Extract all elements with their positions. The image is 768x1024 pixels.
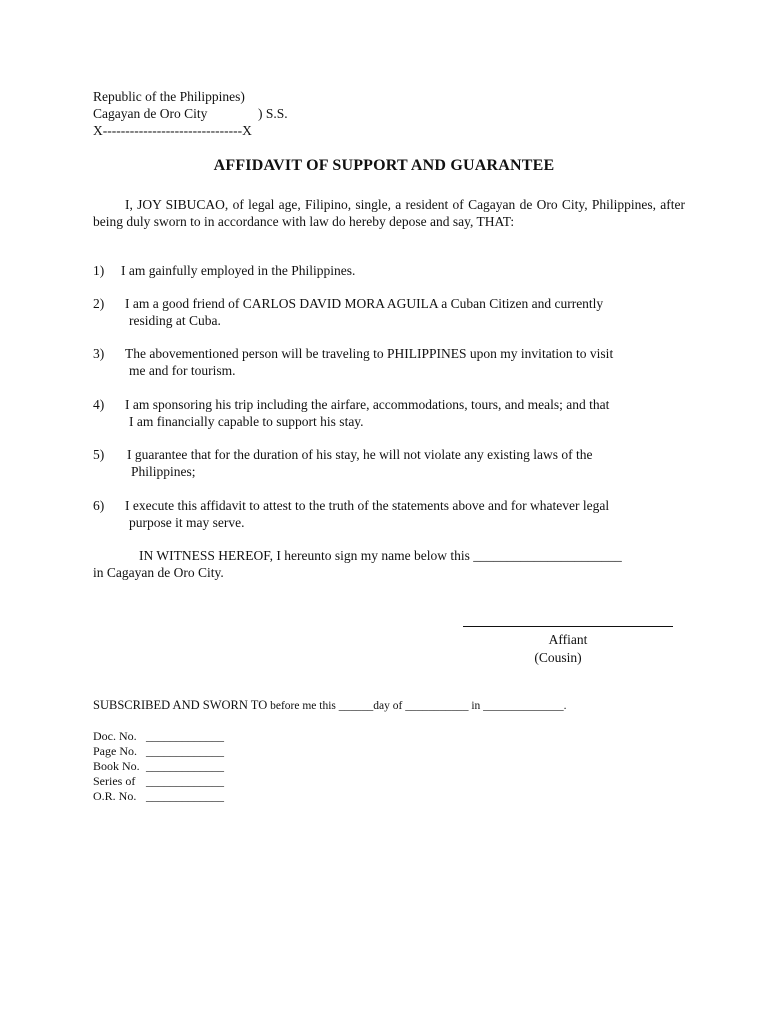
notarial-label: O.R. No.: [93, 789, 137, 803]
notarial-label: Page No.: [93, 744, 137, 758]
venue-line-republic: Republic of the Philippines): [93, 89, 245, 104]
item-number: 2): [93, 296, 105, 311]
venue-ss: ) S.S.: [258, 106, 288, 121]
venue-separator: X-------------------------------X: [93, 123, 252, 138]
item-text: I guarantee that for the duration of his stay, he will not violate any existing laws of the: [127, 447, 593, 462]
notarial-entry: [93, 744, 224, 759]
affiant-relation: (Cousin): [534, 650, 582, 665]
item-text: I execute this affidavit to attest to the truth of the statements above and for whatever legal: [125, 498, 610, 513]
item-text-continued: me and for tourism.: [129, 363, 236, 378]
notarial-blank: _____________: [146, 759, 224, 773]
item-number: 1): [93, 263, 105, 278]
signature-line: [463, 626, 673, 627]
witness-clause: [93, 547, 693, 581]
item-text: I am sponsoring his trip including the airfare, accommodations, tours, and meals; and that: [125, 397, 610, 412]
jurat-lead: SUBSCRIBED AND SWORN TO: [93, 698, 268, 712]
item-text-continued: I am financially capable to support his stay.: [129, 414, 364, 429]
item-text: I am a good friend of CARLOS DAVID MORA AGUILA a Cuban Citizen and currently: [125, 296, 604, 311]
witness-line: IN WITNESS HEREOF, I hereunto sign my name below this ______________________: [139, 548, 622, 563]
item-number: 5): [93, 447, 105, 462]
item-text-continued: residing at Cuba.: [129, 313, 221, 328]
item-number: 6): [93, 498, 105, 513]
intro-paragraph: I, JOY SIBUCAO, of legal age, Filipino, single, a resident of Cagayan de Oro City, Philippines, after being duly sworn to in accordance with law do hereby depose and say, THAT:: [93, 197, 685, 229]
jurat-line: [93, 697, 567, 715]
affiant-label: Affiant: [548, 632, 588, 647]
notarial-entry: [93, 729, 224, 744]
witness-place: in Cagayan de Oro City.: [93, 565, 224, 580]
jurat-rest: before me this ______day of ___________ in ______________.: [267, 700, 567, 712]
notarial-entry: [93, 789, 224, 804]
item-text-continued: purpose it may serve.: [129, 515, 245, 530]
notarial-entry: [93, 774, 224, 789]
item-number: 3): [93, 346, 105, 361]
notarial-blank: _____________: [146, 729, 224, 743]
document-title: AFFIDAVIT OF SUPPORT AND GUARANTEE: [213, 157, 555, 174]
notarial-label: Series of: [93, 774, 136, 788]
notarial-label: Book No.: [93, 759, 140, 773]
item-text: I am gainfully employed in the Philippines.: [121, 263, 356, 278]
notarial-entry: [93, 759, 224, 774]
venue-line-city: Cagayan de Oro City: [93, 106, 208, 121]
notarial-blank: _____________: [146, 744, 224, 758]
item-number: 4): [93, 397, 105, 412]
item-text-continued: Philippines;: [131, 464, 196, 479]
notarial-blank: _____________: [146, 774, 224, 788]
item-text: The abovementioned person will be traveling to PHILIPPINES upon my invitation to visit: [125, 346, 614, 361]
notarial-blank: _____________: [146, 789, 224, 803]
notarial-label: Doc. No.: [93, 729, 137, 743]
